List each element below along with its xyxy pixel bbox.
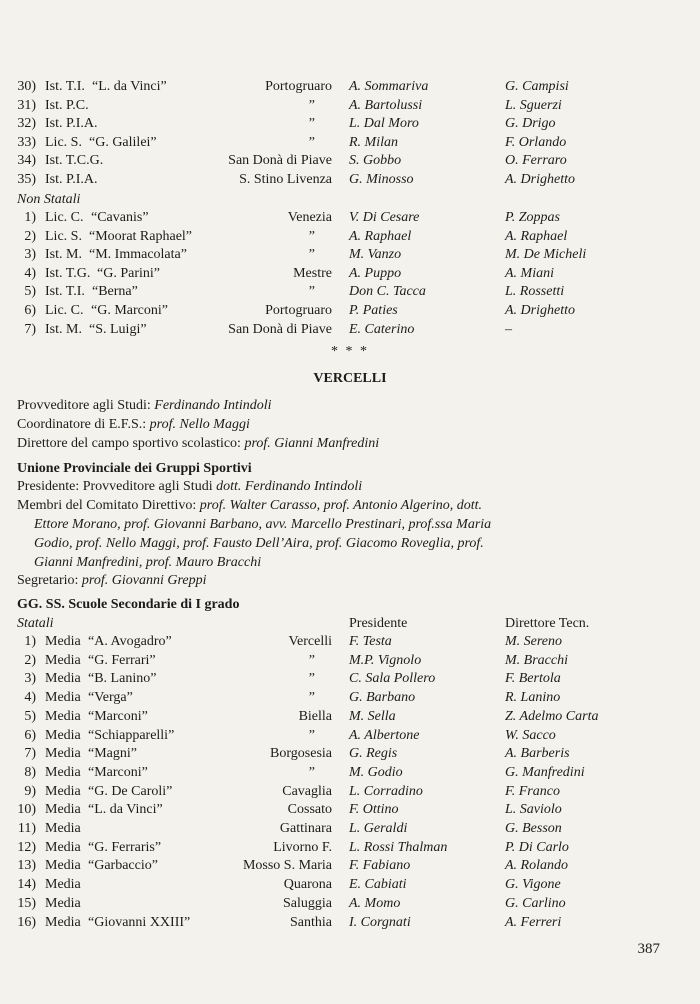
school-presidente: E. Cabiati: [349, 877, 407, 893]
school-town: Portogruaro: [265, 303, 332, 318]
school-town: Borgosesia: [270, 746, 332, 762]
school-name: “G. De Caroli”: [88, 783, 173, 799]
school-town: Portogruaro: [265, 79, 332, 94]
row-number: 11): [17, 821, 36, 836]
school-town: San Donà di Piave: [228, 153, 332, 169]
school-presidente: Don C. Tacca: [349, 284, 426, 300]
provveditore-name: Ferdinando Intindoli: [154, 398, 272, 413]
school-row: [0, 838, 700, 857]
school-presidente: A. Albertone: [349, 727, 420, 743]
row-number: 8): [24, 764, 36, 780]
membri-names-2: Ettore Morano, prof. Giovanni Barbano, avv. Marcello Prestinari, prof.ssa Maria: [34, 517, 492, 532]
school-row: [0, 707, 700, 726]
school-row: [0, 151, 700, 170]
school-town: ”: [308, 247, 315, 263]
school-name: “Verga”: [88, 690, 133, 706]
row-number: 9): [24, 783, 36, 799]
column-header-presidente: Presidente: [349, 616, 408, 631]
school-presidente: S. Gobbo: [349, 153, 402, 169]
membri-line-1: [17, 496, 677, 515]
school-name: “Cavanis”: [91, 210, 149, 225]
row-number: 6): [24, 727, 36, 743]
school-direttore: M. Sereno: [505, 634, 563, 649]
school-direttore: –: [505, 321, 512, 337]
row-number: 30): [17, 79, 36, 94]
school-town: Gattinara: [279, 821, 332, 836]
school-type: Ist. T.G.: [45, 265, 91, 281]
school-row: [0, 632, 700, 651]
school-town: Cavaglia: [282, 783, 332, 799]
row-number: 4): [24, 690, 36, 706]
membri-names-1: prof. Walter Carasso, prof. Antonio Algerino, dott.: [199, 498, 483, 513]
row-number: 3): [24, 671, 36, 687]
school-name: “Magni”: [88, 746, 137, 762]
school-name: “A. Avogadro”: [88, 634, 172, 649]
school-presidente: F. Fabiano: [349, 858, 411, 874]
school-type: Media: [45, 671, 81, 687]
row-number: 31): [17, 97, 36, 113]
school-direttore: L. Saviolo: [505, 802, 562, 818]
section-title-vercelli: VERCELLI: [313, 371, 387, 386]
school-type: Media: [45, 690, 81, 706]
school-direttore: M. Bracchi: [505, 652, 568, 668]
membri-line-4: [34, 553, 677, 572]
section-separator: * * *: [331, 344, 369, 359]
school-presidente: R. Milan: [349, 134, 398, 150]
column-header-direttore: Direttore Tecn.: [505, 616, 590, 631]
direttore-line: [17, 434, 677, 453]
school-presidente: G. Barbano: [349, 690, 416, 706]
school-presidente: L. Geraldi: [349, 821, 408, 836]
school-type: Media: [45, 802, 81, 818]
school-town: Venezia: [287, 210, 332, 225]
row-number: 6): [24, 303, 36, 318]
row-number: 4): [24, 265, 36, 281]
school-presidente: P. Paties: [349, 303, 398, 318]
school-row: [0, 744, 700, 763]
school-presidente: A. Raphael: [349, 228, 412, 244]
school-name: “L. da Vinci”: [92, 79, 167, 94]
school-type: Lic. C.: [45, 303, 84, 318]
school-row: [0, 227, 700, 246]
school-direttore: A. Rolando: [505, 858, 568, 874]
school-name: “Garbaccio”: [88, 858, 158, 874]
school-type: Ist. T.C.G.: [45, 153, 104, 169]
school-town: Livorno F.: [273, 839, 332, 855]
school-direttore: G. Vigone: [505, 877, 561, 893]
school-presidente: E. Caterino: [349, 321, 415, 337]
membri-line-2: [34, 515, 677, 534]
school-type: Media: [45, 727, 81, 743]
gg-ss-title: GG. SS. Scuole Secondarie di I grado: [17, 597, 240, 612]
school-row: [0, 96, 700, 115]
school-direttore: O. Ferraro: [505, 153, 567, 169]
school-row: [0, 688, 700, 707]
school-direttore: G. Drigo: [505, 116, 556, 132]
non-statali-label: Non Statali: [17, 192, 81, 207]
school-type: Ist. M.: [45, 247, 82, 263]
school-direttore: G. Manfredini: [505, 764, 585, 780]
school-direttore: Z. Adelmo Carta: [505, 708, 599, 724]
row-number: 33): [17, 134, 36, 150]
school-presidente: M. Sella: [349, 708, 396, 724]
school-direttore: L. Sguerzi: [505, 97, 562, 113]
school-town: Santhia: [290, 914, 332, 930]
school-name: “L. da Vinci”: [88, 802, 163, 818]
school-town: San Donà di Piave: [228, 321, 332, 337]
school-town: ”: [308, 134, 315, 150]
school-type: Media: [45, 708, 81, 724]
row-number: 32): [17, 116, 36, 132]
provveditore-line: [17, 396, 677, 415]
school-type: Media: [45, 895, 81, 911]
school-type: Ist. P.I.A.: [45, 172, 98, 187]
school-type: Ist. T.I.: [45, 79, 85, 94]
school-name: “B. Lanino”: [88, 671, 157, 687]
school-type: Lic. C.: [45, 210, 84, 225]
school-direttore: M. De Micheli: [505, 247, 587, 263]
school-name: “G. Ferrari”: [88, 652, 156, 668]
school-row: [0, 800, 700, 819]
row-number: 14): [17, 877, 36, 893]
statali-label: Statali: [17, 616, 54, 631]
school-row: [0, 913, 700, 932]
school-presidente: I. Corgnati: [349, 914, 411, 930]
row-number: 16): [17, 914, 36, 930]
school-direttore: A. Barberis: [505, 746, 570, 762]
school-row: [0, 819, 700, 838]
row-number: 3): [24, 247, 36, 263]
school-name: “S. Luigi”: [89, 321, 147, 337]
membri-line-3: [34, 534, 677, 553]
school-presidente: A. Momo: [349, 895, 401, 911]
membri-names-4: Gianni Manfredini, prof. Mauro Bracchi: [34, 555, 262, 570]
row-number: 5): [24, 284, 36, 300]
school-type: Media: [45, 877, 81, 893]
school-direttore: G. Besson: [505, 821, 562, 836]
school-presidente: G. Regis: [349, 746, 398, 762]
row-number: 34): [17, 153, 36, 169]
school-direttore: A. Miani: [505, 265, 554, 281]
school-direttore: A. Ferreri: [505, 914, 562, 930]
school-name: “Marconi”: [88, 764, 148, 780]
row-number: 7): [24, 746, 36, 762]
school-type: Media: [45, 764, 81, 780]
school-type: Media: [45, 746, 81, 762]
row-number: 15): [17, 895, 36, 911]
school-town: ”: [308, 97, 315, 113]
school-presidente: L. Rossi Thalman: [349, 839, 448, 855]
row-number: 12): [17, 839, 36, 855]
presidente-line: [17, 477, 677, 496]
school-direttore: A. Drighetto: [505, 172, 575, 187]
page-number: 387: [637, 941, 660, 957]
school-town: ”: [308, 727, 315, 743]
school-presidente: A. Bartolussi: [349, 97, 423, 113]
school-direttore: R. Lanino: [505, 690, 561, 706]
school-town: ”: [308, 284, 315, 300]
school-row: [0, 856, 700, 875]
row-number: 1): [24, 634, 36, 649]
school-direttore: A. Raphael: [505, 228, 568, 244]
school-row: [0, 264, 700, 283]
school-type: Media: [45, 839, 81, 855]
direttore-name: prof. Gianni Manfredini: [244, 436, 380, 451]
school-presidente: L. Corradino: [349, 783, 423, 799]
direttore-label: Direttore del campo sportivo scolastico:: [17, 436, 241, 451]
school-town: Mosso S. Maria: [242, 858, 332, 874]
school-type: Media: [45, 783, 81, 799]
school-name: “M. Immacolata”: [89, 247, 187, 263]
school-name: “Schiapparelli”: [88, 727, 175, 743]
school-type: Media: [45, 634, 81, 649]
school-town: Saluggia: [283, 895, 332, 911]
school-town: ”: [308, 671, 315, 687]
school-name: “Berna”: [92, 284, 138, 300]
school-direttore: F. Franco: [505, 783, 560, 799]
school-direttore: G. Campisi: [505, 79, 569, 94]
school-presidente: L. Dal Moro: [349, 116, 419, 132]
school-type: Lic. S.: [45, 134, 82, 150]
school-row: [0, 763, 700, 782]
presidente-label: Presidente: Provveditore agli Studi: [17, 479, 213, 494]
school-presidente: M. Vanzo: [349, 247, 402, 263]
provveditore-label: Provveditore agli Studi:: [17, 398, 151, 413]
school-row: [0, 282, 700, 301]
school-direttore: F. Orlando: [505, 134, 567, 150]
school-row: [0, 894, 700, 913]
school-town: ”: [308, 764, 315, 780]
school-row: [0, 245, 700, 264]
row-number: 7): [24, 321, 36, 337]
school-presidente: A. Puppo: [349, 265, 402, 281]
coordinatore-label: Coordinatore di E.F.S.:: [17, 417, 147, 432]
segretario-name: prof. Giovanni Greppi: [81, 573, 207, 588]
segretario-line: [17, 571, 677, 590]
school-name: “G. Parini”: [97, 265, 160, 281]
school-row: [0, 726, 700, 745]
school-row: [0, 133, 700, 152]
coordinatore-line: [17, 415, 677, 434]
row-number: 2): [24, 228, 36, 244]
school-row: [0, 170, 700, 189]
school-type: Ist. P.I.A.: [45, 116, 98, 132]
unione-title: Unione Provinciale dei Gruppi Sportivi: [17, 461, 252, 476]
coordinatore-name: prof. Nello Maggi: [149, 417, 250, 432]
school-row: [0, 114, 700, 133]
segretario-label: Segretario:: [17, 573, 79, 588]
school-direttore: L. Rossetti: [505, 284, 565, 300]
school-type: Lic. S.: [45, 228, 82, 244]
school-name: “Moorat Raphael”: [89, 228, 193, 244]
school-name: “G. Ferraris”: [88, 839, 162, 855]
school-name: “Marconi”: [88, 708, 148, 724]
school-type: Ist. P.C.: [45, 97, 89, 113]
school-row: [0, 669, 700, 688]
school-row: [0, 301, 700, 320]
school-row: [0, 320, 700, 339]
row-number: 2): [24, 652, 36, 668]
school-presidente: G. Minosso: [349, 172, 414, 187]
membri-names-3: Godio, prof. Nello Maggi, prof. Fausto Dell’Aira, prof. Giacomo Roveglia, prof.: [34, 536, 484, 551]
row-number: 35): [17, 172, 36, 187]
school-town: Biella: [298, 708, 332, 724]
school-direttore: P. Zoppas: [505, 210, 560, 225]
school-presidente: M. Godio: [349, 764, 403, 780]
row-number: 10): [17, 802, 36, 818]
school-row: [0, 782, 700, 801]
school-type: Ist. T.I.: [45, 284, 85, 300]
school-presidente: V. Di Cesare: [349, 210, 420, 225]
school-direttore: G. Carlino: [505, 895, 566, 911]
school-town: Cossato: [287, 802, 332, 818]
school-town: ”: [308, 228, 315, 244]
school-type: Media: [45, 652, 81, 668]
row-number: 1): [24, 210, 36, 225]
membri-label: Membri del Comitato Direttivo:: [17, 498, 197, 513]
school-row: [0, 651, 700, 670]
school-presidente: F. Ottino: [349, 802, 399, 818]
row-number: 13): [17, 858, 36, 874]
school-town: ”: [308, 116, 315, 132]
school-direttore: W. Sacco: [505, 727, 556, 743]
school-name: “G. Marconi”: [91, 303, 168, 318]
school-direttore: F. Bertola: [505, 671, 561, 687]
school-row: [0, 77, 700, 96]
school-presidente: A. Sommariva: [349, 79, 429, 94]
school-name: “G. Galilei”: [89, 134, 157, 150]
school-presidente: C. Sala Pollero: [349, 671, 436, 687]
school-type: Media: [45, 914, 81, 930]
school-presidente: M.P. Vignolo: [349, 652, 422, 668]
school-name: “Giovanni XXIII”: [88, 914, 191, 930]
presidente-name: dott. Ferdinando Intindoli: [216, 479, 363, 494]
school-town: ”: [308, 690, 315, 706]
row-number: 5): [24, 708, 36, 724]
school-town: Quarona: [283, 877, 332, 893]
school-town: Vercelli: [288, 634, 332, 649]
school-presidente: F. Testa: [349, 634, 392, 649]
school-direttore: P. Di Carlo: [505, 839, 569, 855]
school-town: ”: [308, 652, 315, 668]
school-town: S. Stino Livenza: [239, 172, 332, 187]
school-type: Ist. M.: [45, 321, 82, 337]
school-row: [0, 875, 700, 894]
school-town: Mestre: [293, 265, 332, 281]
school-type: Media: [45, 858, 81, 874]
school-type: Media: [45, 821, 81, 836]
school-direttore: A. Drighetto: [505, 303, 575, 318]
school-row: [0, 208, 700, 227]
